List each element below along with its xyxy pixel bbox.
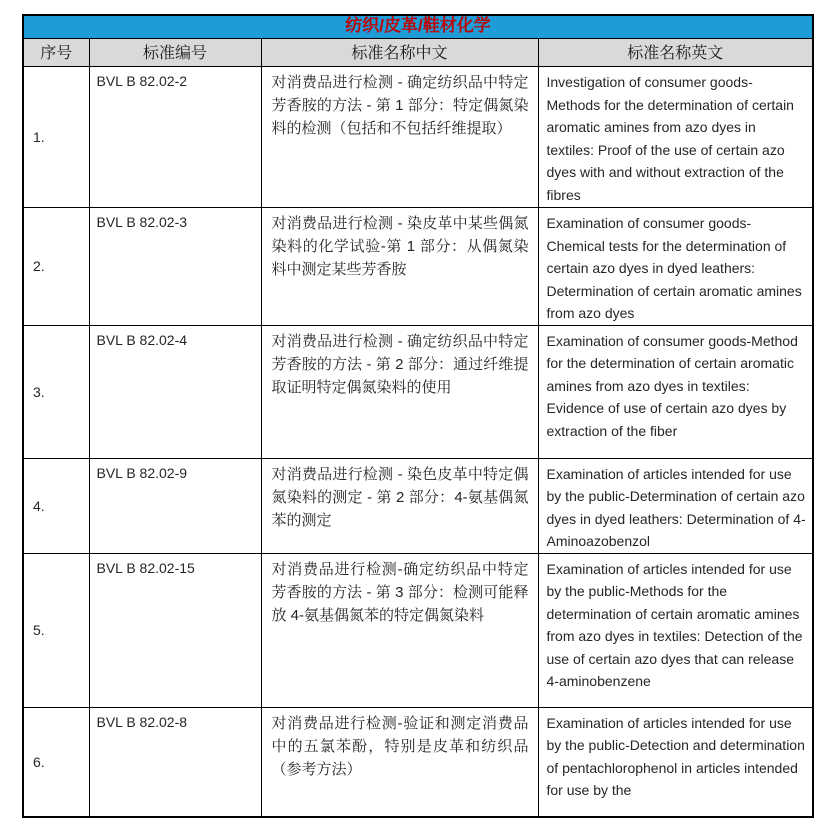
- table-row: [23, 67, 813, 208]
- standard-code: BVL B 82.02-2: [89, 67, 261, 208]
- standard-name-en: Examination of consumer goods-Chemical tests for the determination of certain azo dyes in dyed leathers: Determination of certain aromatic amines from azo dyes: [538, 208, 813, 326]
- standard-name-en: Examination of articles intended for use by the public-Detection and determination of pentachlorophenol in articles intended for use by the: [538, 707, 813, 817]
- table-row: [23, 553, 813, 707]
- table-row: [23, 458, 813, 553]
- column-header-name-zh: 标准名称中文: [261, 39, 538, 67]
- row-number: 5.: [23, 553, 89, 707]
- standard-name-en: Examination of articles intended for use by the public-Determination of certain azo dyes in dyed leathers: Determination of 4-Aminoazobenzol: [538, 458, 813, 553]
- table-title-row: [23, 15, 813, 39]
- standards-table: [22, 14, 814, 818]
- standard-name-zh: 对消费品进行检测 - 确定纺织品中特定芳香胺的方法 - 第 2 部分：通过纤维提取证明特定偶氮染料的使用: [261, 325, 538, 458]
- standard-code: BVL B 82.02-8: [89, 707, 261, 817]
- column-header-code: 标准编号: [89, 39, 261, 67]
- row-number: 3.: [23, 325, 89, 458]
- column-header-name-en: 标准名称英文: [538, 39, 813, 67]
- row-number: 6.: [23, 707, 89, 817]
- standard-name-en: Examination of consumer goods-Method for the determination of certain aromatic amines from azo dyes in textiles: Evidence of use of certain azo dyes by extraction of the fiber: [538, 325, 813, 458]
- table-row: [23, 208, 813, 326]
- standard-name-zh: 对消费品进行检测 - 染皮革中某些偶氮染料的化学试验-第 1 部分：从偶氮染料中测定某些芳香胺: [261, 208, 538, 326]
- table-row: [23, 325, 813, 458]
- standard-name-en: Examination of articles intended for use by the public-Methods for the determination of certain aromatic amines from azo dyes in textiles: Detection of the use of certain azo dyes that can release 4-aminobenzene: [538, 553, 813, 707]
- table-header-row: [23, 39, 813, 67]
- standard-name-zh: 对消费品进行检测 - 染色皮革中特定偶氮染料的测定 - 第 2 部分：4-氨基偶氮苯的测定: [261, 458, 538, 553]
- standard-name-en: Investigation of consumer goods-Methods for the determination of certain aromatic amines from azo dyes in textiles: Proof of the use of certain azo dyes with and without extraction of the fibres: [538, 67, 813, 208]
- row-number: 2.: [23, 208, 89, 326]
- standard-name-zh: 对消费品进行检测 - 确定纺织品中特定芳香胺的方法 - 第 1 部分：特定偶氮染料的检测（包括和不包括纤维提取）: [261, 67, 538, 208]
- table-title: 纺织/皮革/鞋材化学: [23, 15, 813, 39]
- standard-code: BVL B 82.02-9: [89, 458, 261, 553]
- standard-name-zh: 对消费品进行检测-确定纺织品中特定芳香胺的方法 - 第 3 部分：检测可能释放 4-氨基偶氮苯的特定偶氮染料: [261, 553, 538, 707]
- standard-code: BVL B 82.02-15: [89, 553, 261, 707]
- standards-document: [22, 14, 812, 818]
- row-number: 4.: [23, 458, 89, 553]
- table-row: [23, 707, 813, 817]
- standard-code: BVL B 82.02-4: [89, 325, 261, 458]
- standard-code: BVL B 82.02-3: [89, 208, 261, 326]
- row-number: 1.: [23, 67, 89, 208]
- standard-name-zh: 对消费品进行检测-验证和测定消费品中的五氯苯酚，特别是皮革和纺织品（参考方法）: [261, 707, 538, 817]
- column-header-no: 序号: [23, 39, 89, 67]
